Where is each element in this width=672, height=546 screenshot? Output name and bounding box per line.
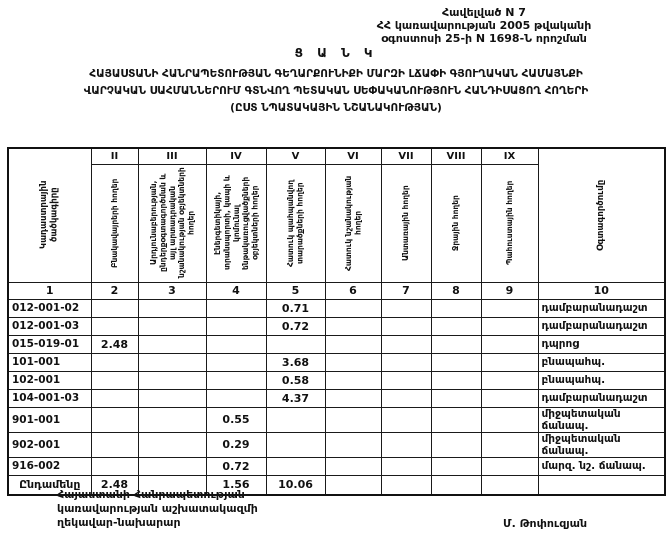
land-value-cell [91, 353, 138, 371]
column-number-cell: 4 [206, 282, 266, 299]
land-value-cell: 2.48 [91, 335, 138, 353]
list-title: Ց Ա Ն Կ [294, 46, 378, 60]
land-value-cell [431, 457, 481, 475]
land-value-cell [91, 389, 138, 407]
land-value-cell: 0.55 [206, 407, 266, 432]
usage-cell: դամբարանադաշտ [538, 389, 665, 407]
land-value-cell [381, 432, 431, 457]
land-value-cell [138, 432, 206, 457]
total-label-cell: Ընդամենը [8, 475, 91, 495]
total-value-cell [381, 475, 431, 495]
land-value-cell [381, 299, 431, 317]
total-value-cell [481, 475, 538, 495]
header-usage [538, 148, 665, 282]
header-protected-lands-label: Հատուկ պահպանվող տարածքների հողեր [286, 179, 305, 267]
header-infrastructure-lands-label: Էներգետիկայի, տրանսպորտի, կապի և կոմունալ ենթակառուցվածքների օբյեկտների հողեր [212, 175, 260, 271]
land-value-cell [266, 407, 325, 432]
header-protected-lands [266, 164, 325, 282]
roman-numeral-row [8, 148, 665, 164]
header-cadastral-code [8, 148, 91, 282]
table-row [8, 407, 665, 432]
land-value-cell [325, 432, 381, 457]
land-value-cell [431, 407, 481, 432]
column-number-cell: 1 [8, 282, 91, 299]
column-number-cell: 9 [481, 282, 538, 299]
roman-numeral-cell: VI [325, 148, 381, 164]
land-value-cell [481, 407, 538, 432]
land-value-cell [138, 299, 206, 317]
cadastral-code-cell: 015-019-01 [8, 335, 91, 353]
usage-cell: դպրոց [538, 335, 665, 353]
header-special-purpose-lands [325, 164, 381, 282]
header-reserve-lands-label: Պահուստային հողեր [504, 180, 514, 266]
total-value-cell [325, 475, 381, 495]
land-value-cell [325, 353, 381, 371]
land-value-cell [431, 317, 481, 335]
appendix-reference [304, 6, 664, 45]
land-value-cell [431, 299, 481, 317]
column-number-cell: 2 [91, 282, 138, 299]
land-value-cell [381, 335, 431, 353]
appendix-line-1: Հավելված N 7 [442, 6, 526, 19]
header-settlement-lands-label: Բնակավայրերի հողեր [109, 178, 119, 268]
total-value-cell: 1.56 [206, 475, 266, 495]
table-row [8, 299, 665, 317]
header-usage-label: Օգտագործումը [595, 179, 606, 251]
usage-cell: մարզ. նշ. ճանապ. [538, 457, 665, 475]
usage-cell: դամբարանադաշտ [538, 317, 665, 335]
header-forest-lands [381, 164, 431, 282]
table-row [8, 317, 665, 335]
column-number-cell: 7 [381, 282, 431, 299]
land-value-cell [266, 432, 325, 457]
land-value-cell [91, 299, 138, 317]
land-value-cell [481, 317, 538, 335]
land-value-cell [91, 432, 138, 457]
column-number-row [8, 282, 665, 299]
land-value-cell [431, 371, 481, 389]
cadastral-code-cell: 102-001 [8, 371, 91, 389]
column-number-cell: 5 [266, 282, 325, 299]
signature-name: Մ. Թոփուզյան [503, 517, 588, 530]
roman-numeral-cell: V [266, 148, 325, 164]
land-value-cell [91, 317, 138, 335]
cadastral-code-cell: 012-001-03 [8, 317, 91, 335]
table-row [8, 335, 665, 353]
usage-cell: միջպետական ճանապ. [538, 432, 665, 457]
land-value-cell [481, 353, 538, 371]
land-value-cell [206, 371, 266, 389]
land-value-cell [325, 407, 381, 432]
table-row [8, 389, 665, 407]
header-water-lands-label: Ջրային հողեր [451, 195, 461, 251]
land-value-cell: 3.68 [266, 353, 325, 371]
roman-numeral-cell: VIII [431, 148, 481, 164]
land-value-cell [481, 457, 538, 475]
land-value-cell [325, 335, 381, 353]
land-value-cell: 0.72 [206, 457, 266, 475]
land-table [7, 147, 666, 496]
land-value-cell [138, 457, 206, 475]
cadastral-code-cell: 901-001 [8, 407, 91, 432]
land-value-cell [381, 389, 431, 407]
land-value-cell [138, 407, 206, 432]
roman-numeral-cell: IV [206, 148, 266, 164]
land-value-cell [431, 353, 481, 371]
land-value-cell [381, 407, 431, 432]
land-value-cell [138, 317, 206, 335]
land-value-cell [91, 371, 138, 389]
header-cadastral-code-label: Կադաստրային ծածկագիրը [39, 181, 60, 250]
land-value-cell [481, 432, 538, 457]
header-special-purpose-lands-label: Հատուկ նշանակության հողեր [343, 175, 362, 271]
land-value-cell [206, 335, 266, 353]
land-value-cell: 0.72 [266, 317, 325, 335]
land-value-cell [325, 457, 381, 475]
land-value-cell [138, 335, 206, 353]
land-value-cell: 0.58 [266, 371, 325, 389]
header-forest-lands-label: Անտառային հողեր [401, 185, 411, 261]
cadastral-code-cell: 916-002 [8, 457, 91, 475]
header-industry-lands-label: Արդյունաբերության, ընդերքօգտագործման և այլ արտադրական նշանակության օբյեկտների հողեր [148, 167, 196, 279]
roman-numeral-cell: IX [481, 148, 538, 164]
cadastral-code-cell: 104-001-03 [8, 389, 91, 407]
land-value-cell [138, 371, 206, 389]
land-value-cell [266, 457, 325, 475]
land-value-cell [381, 371, 431, 389]
header-water-lands [431, 164, 481, 282]
land-value-cell [381, 457, 431, 475]
roman-numeral-cell: II [91, 148, 138, 164]
table-row [8, 432, 665, 457]
table-row [8, 353, 665, 371]
total-usage-cell [538, 475, 665, 495]
signatory-title-line-3: ղեկավար-նախարար [57, 516, 181, 529]
land-value-cell [206, 353, 266, 371]
usage-cell: բնապահպ. [538, 353, 665, 371]
land-value-cell [481, 371, 538, 389]
usage-cell: բնապահպ. [538, 371, 665, 389]
land-value-cell [481, 335, 538, 353]
column-number-cell: 10 [538, 282, 665, 299]
land-value-cell: 4.37 [266, 389, 325, 407]
land-value-cell [91, 457, 138, 475]
land-value-cell [325, 389, 381, 407]
land-value-cell: 0.71 [266, 299, 325, 317]
document-title-line-1: ՀԱՅԱՍՏԱՆԻ ՀԱՆՐԱՊԵՏՈՒԹՅԱՆ ԳԵՂԱՐՔՈՒՆԻՔԻ ՄԱՐԶԻ ԼՃԱՓԻ ԳՅՈՒՂԱԿԱՆ ՀԱՄԱՅՆՔԻ [89, 68, 583, 80]
header-reserve-lands [481, 164, 538, 282]
total-value-cell: 10.06 [266, 475, 325, 495]
column-number-cell: 8 [431, 282, 481, 299]
land-value-cell [138, 389, 206, 407]
column-number-cell: 3 [138, 282, 206, 299]
land-value-cell [325, 371, 381, 389]
land-value-cell [431, 432, 481, 457]
appendix-line-2: ՀՀ կառավարության 2005 թվականի [376, 19, 592, 32]
total-value-cell: 2.48 [91, 475, 138, 495]
land-value-cell [138, 353, 206, 371]
land-value-cell [325, 299, 381, 317]
table-row [8, 371, 665, 389]
land-value-cell: 0.29 [206, 432, 266, 457]
cadastral-code-cell: 012-001-02 [8, 299, 91, 317]
land-value-cell [381, 317, 431, 335]
document-title-line-2: ՎԱՐՉԱԿԱՆ ՍԱՀՄԱՆՆԵՐՈՒՄ ԳՏՆՎՈՂ ՊԵՏԱԿԱՆ ՍԵՓԱԿԱՆՈՒԹՅՈՒՆ ՀԱՆԴԻՍԱՑՈՂ ՀՈՂԵՐԻ [83, 85, 589, 97]
header-settlement-lands [91, 164, 138, 282]
cadastral-code-cell: 902-001 [8, 432, 91, 457]
header-industry-lands [138, 164, 206, 282]
document-title [0, 66, 672, 117]
land-value-cell [481, 299, 538, 317]
total-value-cell [431, 475, 481, 495]
column-number-cell: 6 [325, 282, 381, 299]
land-value-cell [431, 389, 481, 407]
usage-cell: միջպետական ճանապ. [538, 407, 665, 432]
table-row [8, 457, 665, 475]
land-value-cell [431, 335, 481, 353]
land-value-cell [381, 353, 431, 371]
usage-cell: դամբարանադաշտ [538, 299, 665, 317]
land-value-cell [266, 335, 325, 353]
land-value-cell [325, 317, 381, 335]
roman-numeral-cell: III [138, 148, 206, 164]
land-value-cell [206, 317, 266, 335]
signatory-title-block [57, 488, 258, 530]
appendix-line-3: օգոստոսի 25-ի N 1698-Ն որոշման [381, 32, 587, 45]
land-value-cell [481, 389, 538, 407]
cadastral-code-cell: 101-001 [8, 353, 91, 371]
land-value-cell [206, 389, 266, 407]
land-value-cell [91, 407, 138, 432]
signatory-title-line-2: կառավարության աշխատակազմի [57, 502, 258, 515]
header-infrastructure-lands [206, 164, 266, 282]
roman-numeral-cell: VII [381, 148, 431, 164]
land-value-cell [206, 299, 266, 317]
document-title-line-3: (ԸՍՏ ՆՊԱՏԱԿԱՅԻՆ ՆՇԱՆԱԿՈՒԹՅԱՆ) [230, 102, 442, 114]
signatory-title-line-1: Հայաստանի Հանրապետության [57, 488, 245, 501]
